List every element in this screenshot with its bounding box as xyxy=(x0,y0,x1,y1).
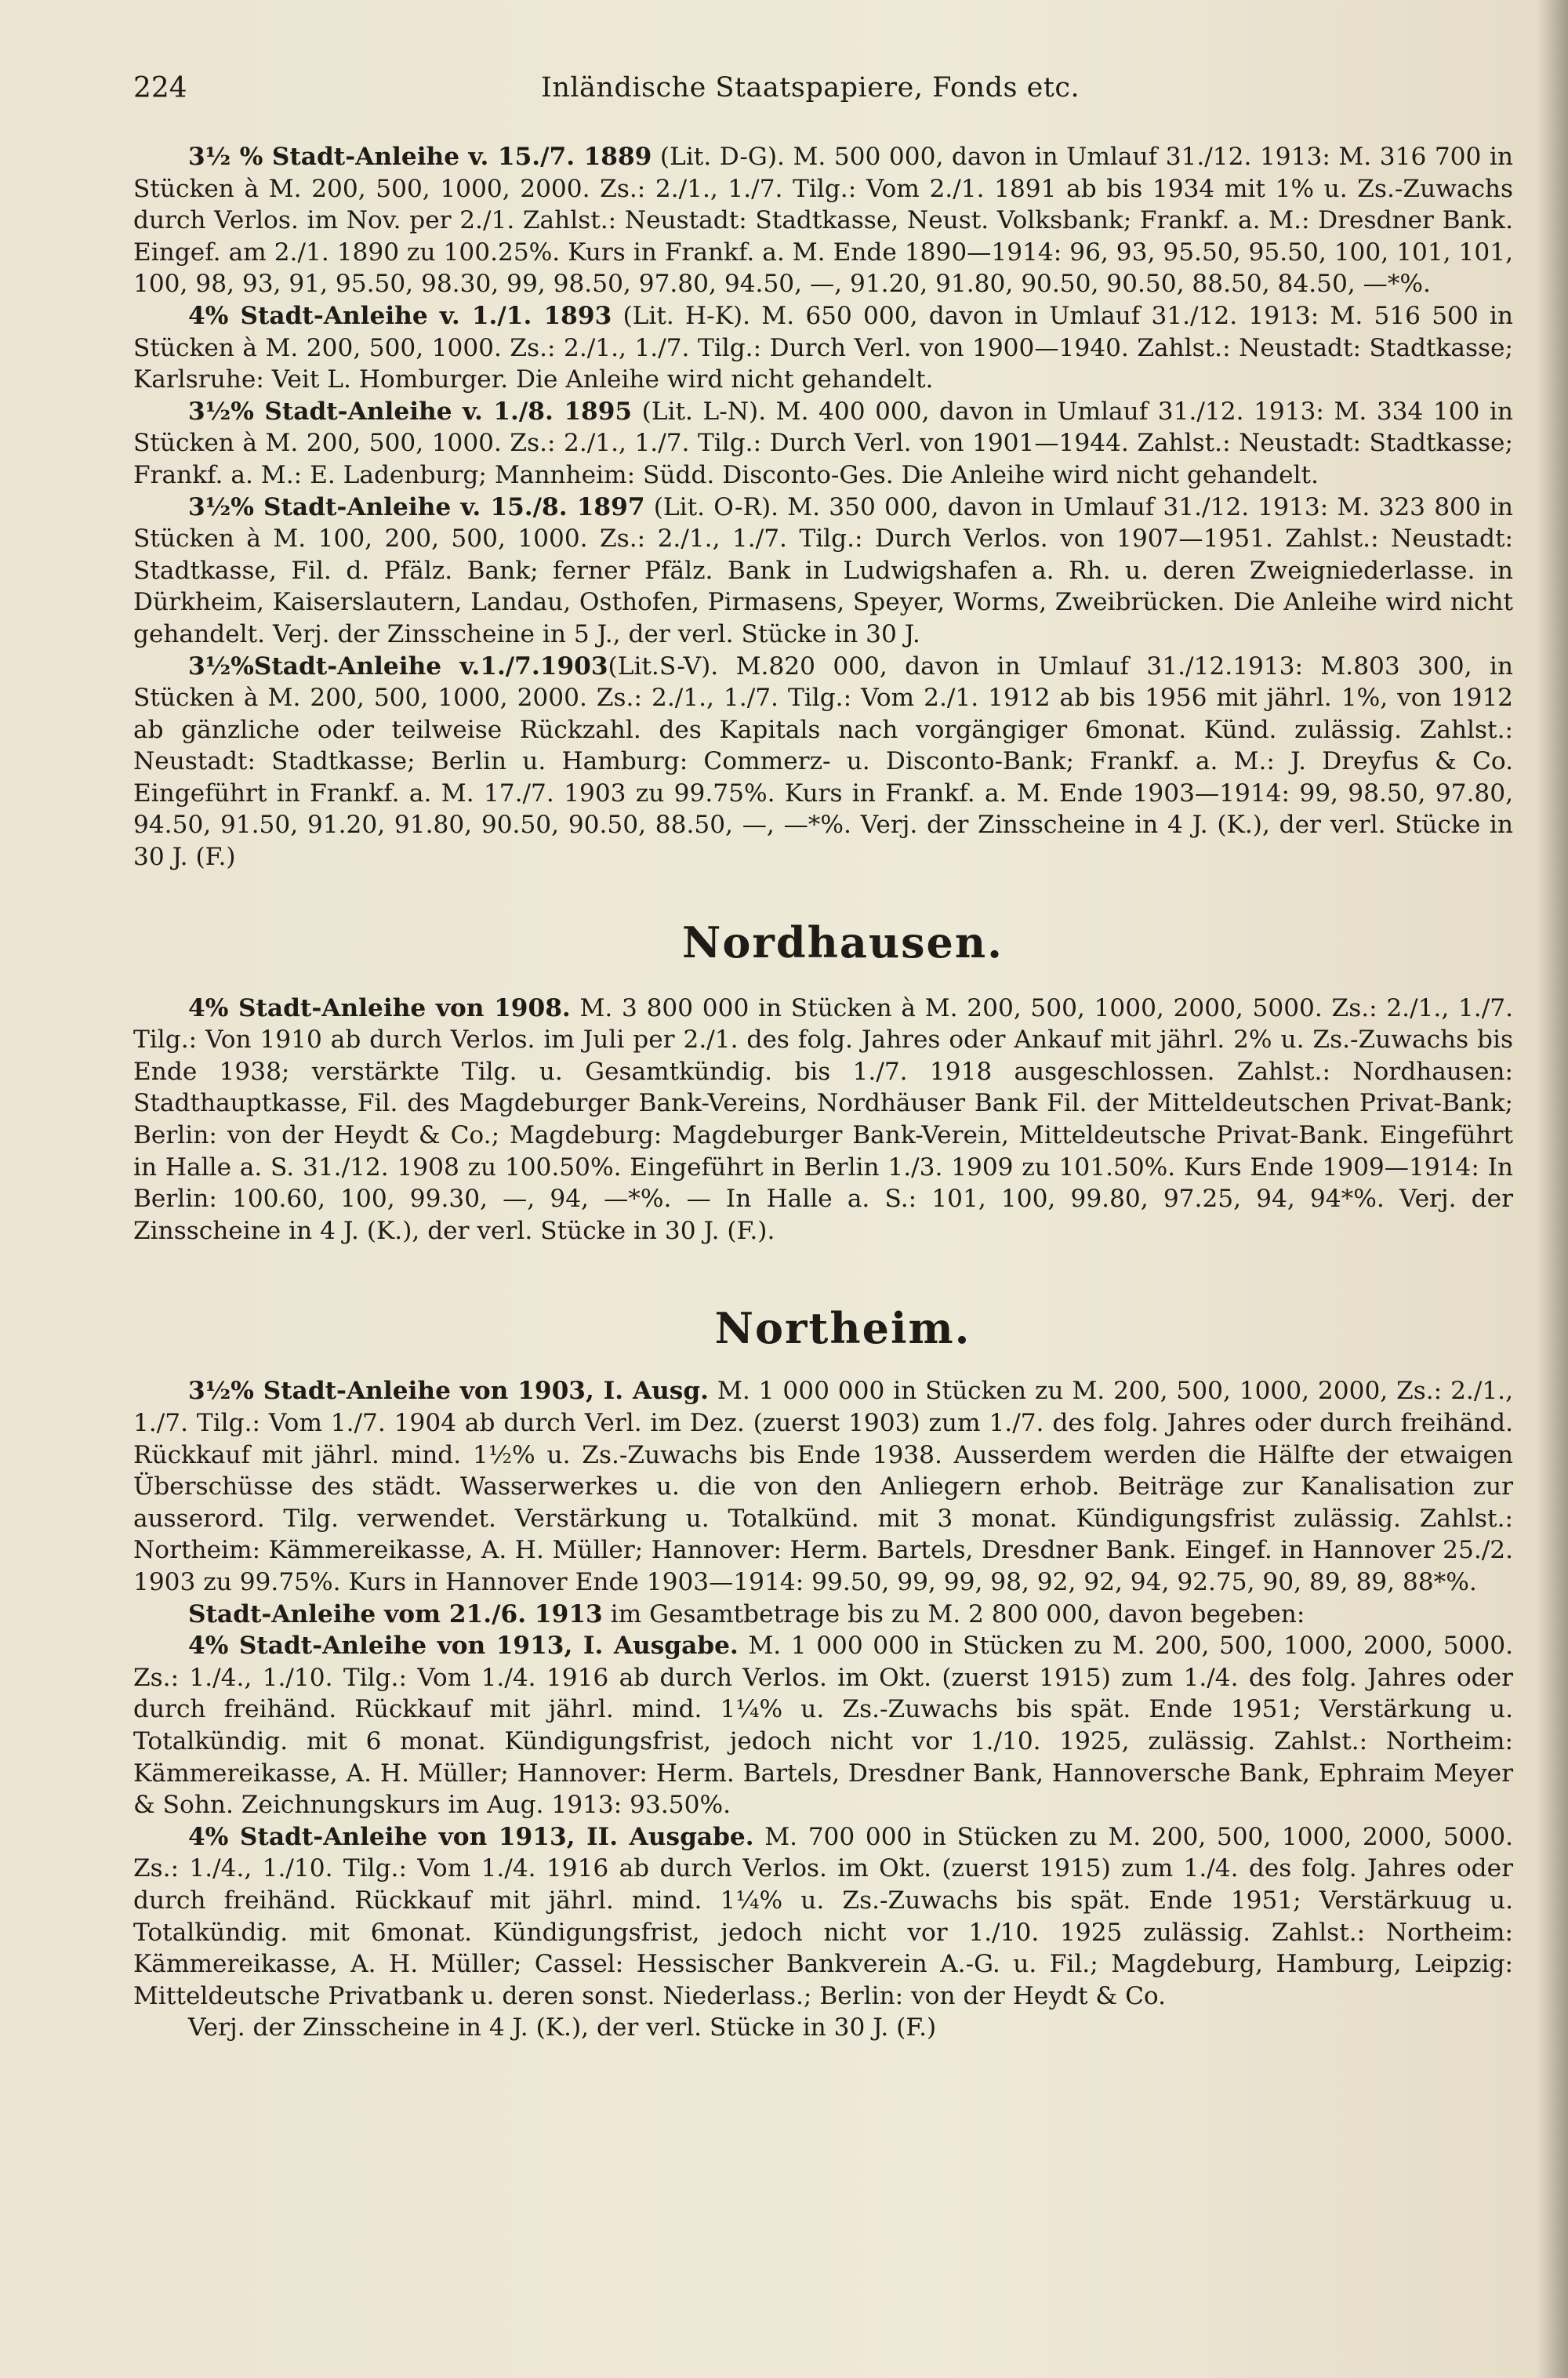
entry-text: M. 1 000 000 in Stücken zu M. 200, 500, 1000, 2000, 5000. Zs.: 1./4., 1./10. Tilg.: Vom 1./4. 1916 ab durch Verlos. im Okt. (zuerst 1915) zum 1./4. des folg. Jahres oder durch freihänd. Rückkauf mit jährl. mind. 1¼% u. Zs.-Zuwachs bis spät. Ende 1951; Verstärkung u. Totalkündig. mit 6 monat. Kündigungsfrist, jedoch nicht vor 1./10. 1925, zulässig. Zahlst.: Northeim: Kämmereikasse, A. H. Müller; Hannover: Herm. Bartels, Dresdner Bank, Hannoversche Bank, Ephraim Meyer & Sohn. Zeichnungskurs im Aug. 1913: 93.50%. xyxy=(133,1632,1513,1820)
entry-lead: Stadt-Anleihe vom 21./6. 1913 xyxy=(188,1599,603,1628)
bond-entry xyxy=(133,396,1513,492)
page-body xyxy=(133,141,1513,2044)
page-number: 224 xyxy=(133,72,187,104)
running-title: Inländische Staatspapiere, Fonds etc. xyxy=(541,72,1080,103)
bond-entry xyxy=(133,1375,1513,1598)
entry-text: M. 700 000 in Stücken zu M. 200, 500, 1000, 2000, 5000. Zs.: 1./4., 1./10. Tilg.: Vom 1./4. 1916 ab durch Verlos. im Okt. (zuerst 1915) zum 1./4. des folg. Jahres oder durch freihänd. Rückkauf mit jährl. mind. 1¼% u. Zs.-Zuwachs bis spät. Ende 1951; Verstärkuug u. Totalkündig. mit 6monat. Kündigungsfrist, jedoch nicht vor 1./10. 1925 zulässig. Zahlst.: Northeim: Kämmereikasse, A. H. Müller; Cassel: Hessischer Bankverein A.-G. u. Fil.; Magdeburg, Hamburg, Leipzig: Mitteldeutsche Privatbank u. deren sonst. Niederlass.; Berlin: von der Heydt & Co. xyxy=(133,1822,1513,2010)
entry-lead: 4% Stadt-Anleihe von 1913, II. Ausgabe. xyxy=(188,1822,754,1851)
entry-text: M. 3 800 000 in Stücken à M. 200, 500, 1000, 2000, 5000. Zs.: 2./1., 1./7. Tilg.: Von 1910 ab durch Verlos. im Juli per 2./1. des folg. Jahres oder Ankauf mit jährl. 2% u. Zs.-Zuwachs bis Ende 1938; verstärkte Tilg. u. Gesamtkündig. bis 1./7. 1918 ausgeschlossen. Zahlst.: Nordhausen: Stadthauptkasse, Fil. des Magdeburger Bank-Vereins, Nordhäuser Bank Fil. der Mitteldeutschen Privat-Bank; Berlin: von der Heydt & Co.; Magdeburg: Magdeburger Bank-Verein, Mitteldeutsche Privat-Bank. Eingeführt in Halle a. S. 31./12. 1908 zu 100.50%. Eingeführt in Berlin 1./3. 1909 zu 101.50%. Kurs Ende 1909—1914: In Berlin: 100.60, 100, 99.30, —, 94, —*%. — In Halle a. S.: 101, 100, 99.80, 97.25, 94, 94*%. Verj. der Zinsscheine in 4 J. (K.), der verl. Stücke in 30 J. (F.). xyxy=(133,993,1513,1245)
entry-lead: 3½ % Stadt-Anleihe v. 15./7. 1889 xyxy=(188,143,652,171)
entry-text: (Lit. H-K). M. 650 000, davon in Umlauf 31./12. 1913: M. 516 500 in Stücken à M. 200, 500, 1000. Zs.: 2./1., 1./7. Tilg.: Durch Verl. von 1900—1940. Zahlst.: Neustadt: Stadtkasse; Karlsruhe: Veit L. Homburger. Die Anleihe wird nicht gehandelt. xyxy=(133,301,1513,394)
bond-entry xyxy=(133,993,1513,1247)
bond-entry xyxy=(133,651,1513,873)
page-header xyxy=(133,72,1513,119)
entry-text: (Lit. D-G). M. 500 000, davon in Umlauf 31./12. 1913: M. 316 700 in Stücken à M. 200, 500, 1000, 2000. Zs.: 2./1., 1./7. Tilg.: Vom 2./1. 1891 ab bis 1934 mit 1% u. Zs.-Zuwachs durch Verlos. im Nov. per 2./1. Zahlst.: Neustadt: Stadtkasse, Neust. Volksbank; Frankf. a. M.: Dresdner Bank. Eingef. am 2./1. 1890 zu 100.25%. Kurs in Frankf. a. M. Ende 1890—1914: 96, 93, 95.50, 95.50, 100, 101, 101, 100, 98, 93, 91, 95.50, 98.30, 99, 98.50, 97.80, 94.50, —, 91.20, 91.80, 90.50, 90.50, 88.50, 84.50, —*%. xyxy=(133,143,1513,299)
bond-entry xyxy=(133,300,1513,396)
entry-text: im Gesamtbetrage bis zu M. 2 800 000, davon begeben: xyxy=(602,1599,1305,1628)
entry-text: (Lit.S-V). M.820 000, davon in Umlauf 31./12.1913: M.803 300, in Stücken à M. 200, 500, 1000, 2000. Zs.: 2./1., 1./7. Tilg.: Vom 2./1. 1912 ab bis 1956 mit jährl. 1%, von 1912 ab gänzliche oder teilweise Rückzahl. des Kapitals nach vorgängiger 6monat. Künd. zulässig. Zahlst.: Neustadt: Stadtkasse; Berlin u. Hamburg: Commerz- u. Disconto-Bank; Frankf. a. M.: J. Dreyfus & Co. Eingeführt in Frankf. a. M. 17./7. 1903 zu 99.75%. Kurs in Frankf. a. M. Ende 1903—1914: 99, 98.50, 97.80, 94.50, 91.50, 91.20, 91.80, 90.50, 90.50, 88.50, —, —*%. Verj. der Zinsscheine in 4 J. (K.), der verl. Stücke in 30 J. (F.) xyxy=(133,652,1513,872)
entry-text: Verj. der Zinsscheine in 4 J. (K.), der verl. Stücke in 30 J. (F.) xyxy=(188,2013,937,2042)
entry-lead: 4% Stadt-Anleihe von 1908. xyxy=(188,993,571,1022)
entry-text: (Lit. O-R). M. 350 000, davon in Umlauf 31./12. 1913: M. 323 800 in Stücken à M. 100, 200, 500, 1000. Zs.: 2./1., 1./7. Tilg.: Durch Verlos. von 1907—1951. Zahlst.: Neustadt: Stadtkasse, Fil. d. Pfälz. Bank; ferner Pfälz. Bank in Ludwigshafen a. Rh. u. deren Zweigniederlasse. in Dürkheim, Kaiserslautern, Landau, Osthofen, Pirmasens, Speyer, Worms, Zweibrücken. Die Anleihe wird nicht gehandelt. Verj. der Zinsscheine in 5 J., der verl. Stücke in 30 J. xyxy=(133,492,1513,648)
section-title-nordhausen: Nordhausen. xyxy=(682,917,1004,968)
bond-entry xyxy=(133,141,1513,300)
entry-lead: 4% Stadt-Anleihe von 1913, I. Ausgabe. xyxy=(188,1632,739,1661)
section-title-northeim: Northeim. xyxy=(714,1303,971,1354)
entry-lead: 3½%Stadt-Anleihe v.1./7.1903 xyxy=(188,652,608,681)
bond-entry xyxy=(133,1821,1513,2013)
entry-text: (Lit. L-N). M. 400 000, davon in Umlauf 31./12. 1913: M. 334 100 in Stücken à M. 200, 500, 1000. Zs.: 2./1., 1./7. Tilg.: Durch Verl. von 1901—1944. Zahlst.: Neustadt: Stadtkasse; Frankf. a. M.: E. Ladenburg; Mannheim: Südd. Disconto-Ges. Die Anleihe wird nicht gehandelt. xyxy=(133,397,1513,489)
bond-entry xyxy=(133,1599,1513,1631)
entry-lead: 3½% Stadt-Anleihe v. 15./8. 1897 xyxy=(188,492,645,521)
bond-entry xyxy=(133,1630,1513,1821)
entry-lead: 4% Stadt-Anleihe v. 1./1. 1893 xyxy=(188,301,612,330)
entry-text: M. 1 000 000 in Stücken zu M. 200, 500, 1000, 2000, Zs.: 2./1., 1./7. Tilg.: Vom 1./7. 1904 ab durch Verl. im Dez. (zuerst 1903) zum 1./7. des folg. Jahres oder durch freihänd. Rückkauf mit jährl. mind. 1½% u. Zs.-Zuwachs bis Ende 1938. Ausserdem werden die Hälfte der etwaigen Überschüsse des städt. Wasserwerkes u. die von den Anliegern erhob. Beiträge zur Kanalisation zur ausserord. Tilg. verwendet. Verstärkung u. Totalkünd. mit 3 monat. Kündigungsfrist zulässig. Zahlst.: Northeim: Kämmereikasse, A. H. Müller; Hannover: Herm. Bartels, Dresdner Bank. Eingef. in Hannover 25./2. 1903 zu 99.75%. Kurs in Hannover Ende 1903—1914: 99.50, 99, 99, 98, 92, 92, 94, 92.75, 90, 89, 89, 88*%. xyxy=(133,1377,1513,1596)
entry-lead: 3½% Stadt-Anleihe von 1903, I. Ausg. xyxy=(188,1377,710,1406)
bond-entry xyxy=(133,492,1513,651)
entry-lead: 3½% Stadt-Anleihe v. 1./8. 1895 xyxy=(188,397,633,426)
bond-entry xyxy=(133,2012,1513,2044)
